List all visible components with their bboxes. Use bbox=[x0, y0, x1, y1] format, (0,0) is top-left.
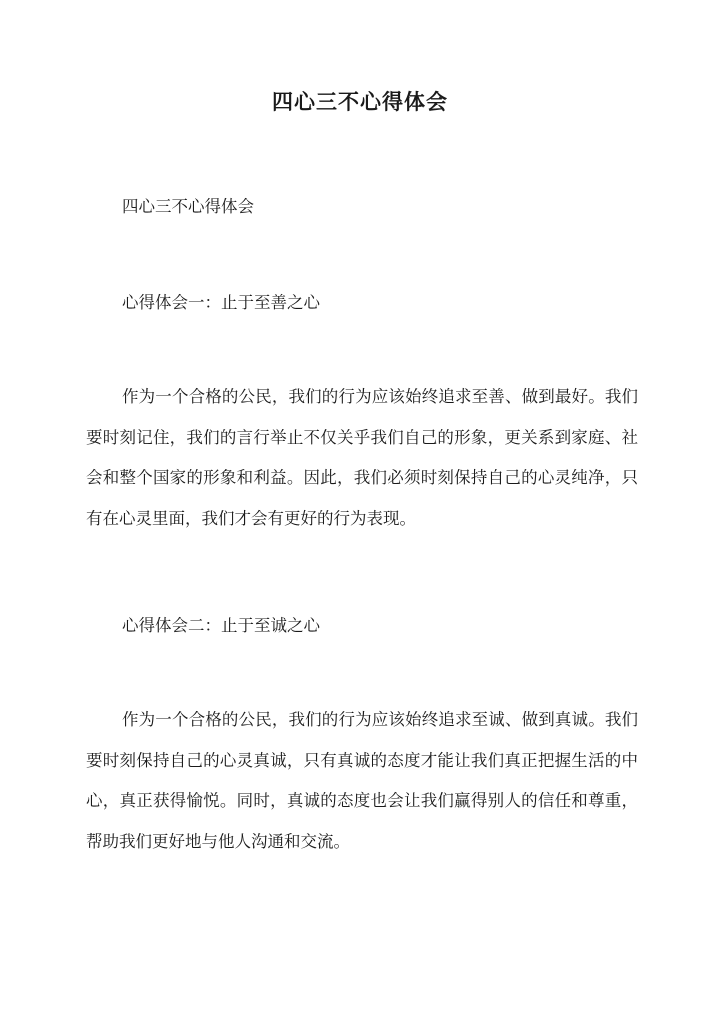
section-heading-2: 心得体会二：止于至诚之心 bbox=[122, 616, 320, 635]
section-heading-1: 心得体会一：止于至善之心 bbox=[122, 293, 320, 312]
page-title: 四心三不心得体会 bbox=[272, 89, 448, 114]
document-subtitle: 四心三不心得体会 bbox=[122, 197, 254, 216]
section-body-1: 作为一个合格的公民，我们的行为应该始终追求至善、做到最好。我们要时刻记住，我们的言行举止不仅关乎我们自己的形象，更关系到家庭、社会和整个国家的形象和利益。因此，我们必须时刻保持自己的心灵纯净，只有在心灵里面，我们才会有更好的行为表现。 bbox=[86, 387, 638, 528]
section-body-2: 作为一个合格的公民，我们的行为应该始终追求至诚、做到真诚。我们要时刻保持自己的心灵真诚，只有真诚的态度才能让我们真正把握生活的中心，真正获得愉悦。同时，真诚的态度也会让我们赢得别人的信任和尊重，帮助我们更好地与他人沟通和交流。 bbox=[86, 710, 638, 851]
